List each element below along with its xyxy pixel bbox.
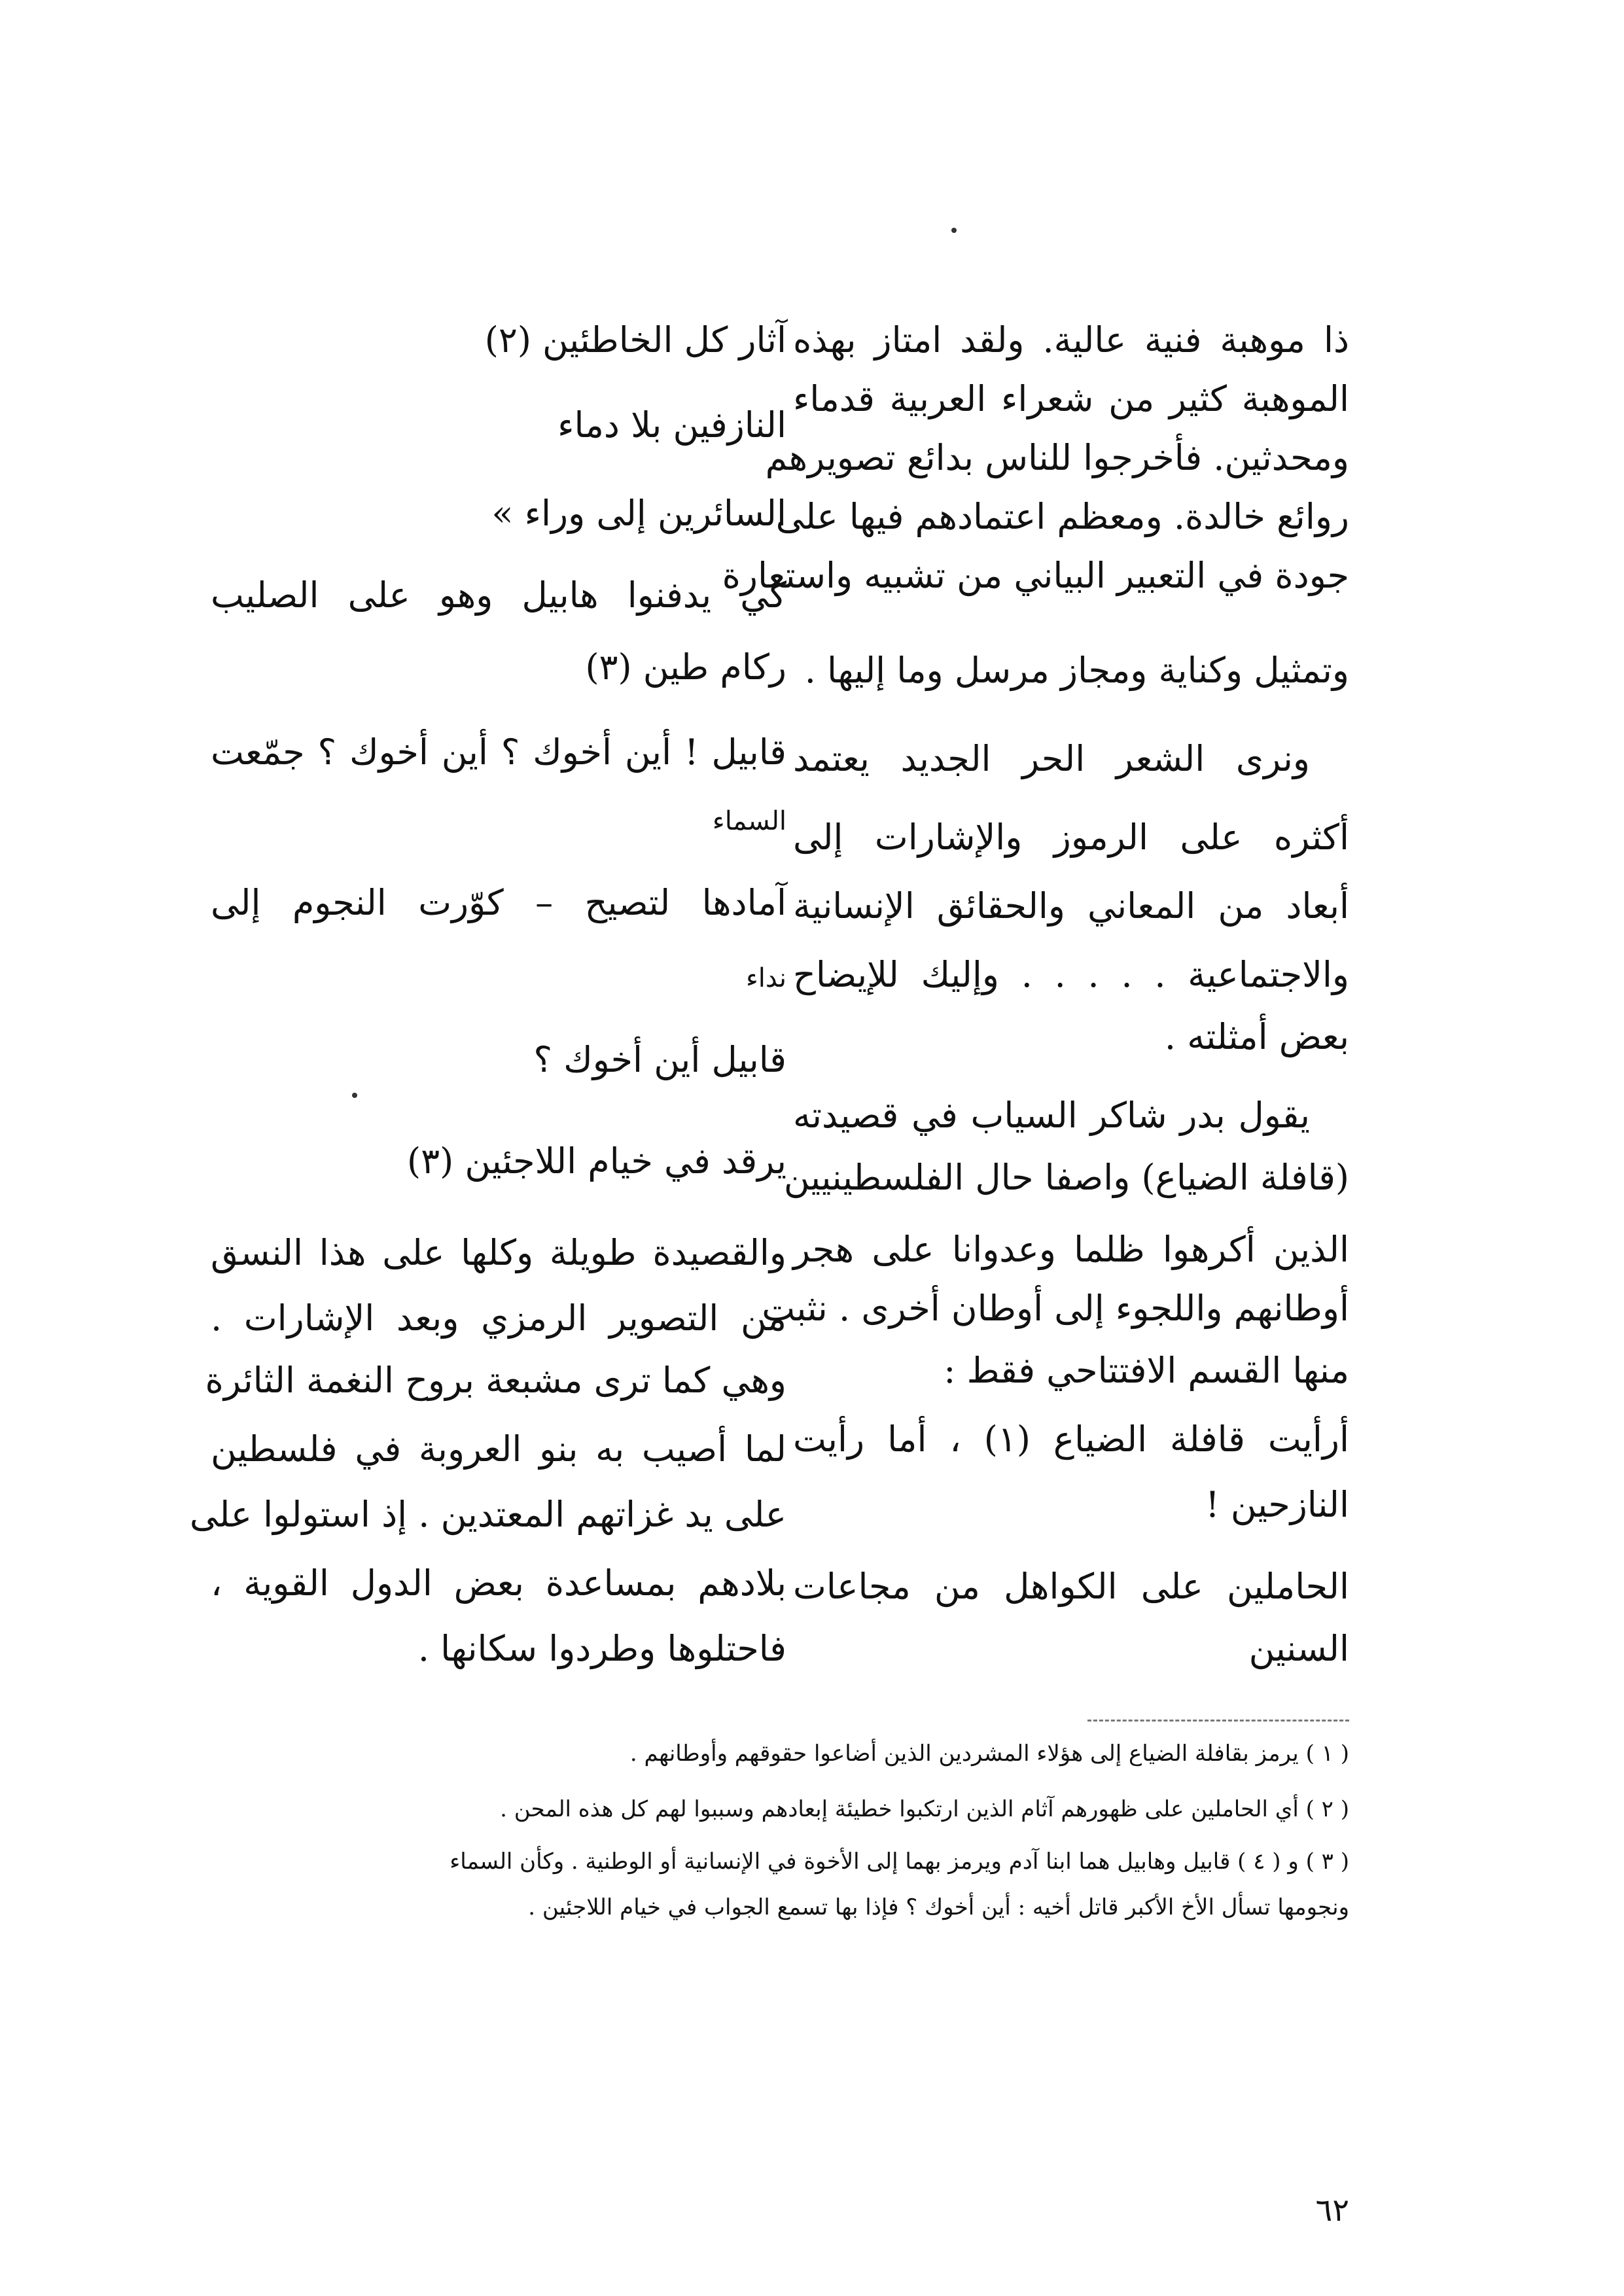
left-line-13: من التصوير الرمزي وبعد الإشارات . [211,1298,786,1339]
left-line-11: يرقد في خيام اللاجئين (٣) [407,1140,786,1182]
right-line-2: الموهبة كثير من شعراء العربية قدماء [793,378,1349,419]
footnote-2: ( ٢ ) أي الحاملين على ظهورهم آثام الذين ارتكبوا خطيئة إبعادهم وسببوا لهم كل هذه المحن . [500,1796,1349,1822]
left-line-15: لما أصيب به بنو العروبة في فلسطين [211,1428,786,1470]
right-line-20: السنين [1248,1628,1349,1669]
left-line-3: السائرين إلى وراء » [491,493,786,534]
left-line-14: وهي كما ترى مشبعة بروح النغمة الثائرة [205,1360,786,1401]
right-line-7: ونرى الشعر الحر الجديد يعتمد [793,738,1310,779]
left-line-4: كي يدفنوا هابيل وهو على الصليب [211,574,786,616]
left-line-7: السماء [712,806,786,836]
left-line-10: قابيل أين أخوك ؟ [533,1039,786,1080]
left-line-17: بلادهم بمساعدة بعض الدول القوية ، [211,1563,786,1604]
right-line-4: روائع خالدة. ومعظم اعتمادهم فيها على [775,496,1349,537]
right-line-3: ومحدثين. فأخرجوا للناس بدائع تصويرهم [765,437,1349,478]
right-line-18: النازحين ! [1205,1484,1349,1525]
left-line-18: فاحتلوها وطردوا سكانها . [417,1628,786,1669]
right-line-5: جودة في التعبير البياني من تشبيه واستعارة [722,555,1349,596]
right-line-17: أرأيت قافلة الضياع (١) ، أما رأيت [793,1419,1349,1460]
footnote-1: ( ١ ) يرمز بقافلة الضياع إلى هؤلاء المشردين الذين أضاعوا حقوقهم وأوطانهم . [629,1740,1349,1767]
right-line-14: الذين أكرهوا ظلما وعدوانا على هجر [793,1229,1349,1270]
right-line-15: أوطانهم واللجوء إلى أوطان أخرى . نثبت [762,1288,1349,1329]
left-line-8: آمادها لتصيح – كوّرت النجوم إلى [211,882,786,923]
footnote-rule [1087,1720,1349,1722]
page-number: ٦٢ [1315,2192,1349,2229]
footnote-3: ( ٣ ) و ( ٤ ) قابيل وهابيل هما ابنا آدم ويرمز بهما إلى الأخوة في الإنسانية أو الوطنية . وكأن السماء [450,1848,1349,1875]
right-line-12: يقول بدر شاكر السياب في قصيدته [793,1095,1310,1136]
right-line-10: والاجتماعية . . . . . وإليك للإيضاح [793,954,1349,995]
right-line-8: أكثره على الرموز والإشارات إلى [793,817,1349,858]
right-line-11: بعض أمثلته . [1164,1016,1349,1057]
right-line-1: ذا موهبة فنية عالية. ولقد امتاز بهذه [793,319,1349,361]
left-line-12: والقصيدة طويلة وكلها على هذا النسق [211,1232,786,1273]
right-line-16: منها القسم الافتتاحي فقط : [944,1350,1349,1391]
left-line-9: نداء [745,963,786,993]
footnote-4: ونجومها تسأل الأخ الأكبر قاتل أخيه : أين أخوك ؟ فإذا بها تسمع الجواب في خيام اللاجئين . [528,1894,1349,1920]
left-line-16: على يد غزاتهم المعتدين . إذ استولوا على [189,1494,786,1535]
left-line-2: النازفين بلا دماء [557,404,786,446]
speck [951,228,957,233]
left-line-5: ركام طين (٣) [585,646,786,688]
speck [352,1093,357,1098]
right-line-19: الحاملين على الكواهل من مجاعات [793,1566,1349,1607]
left-line-6: قابيل ! أين أخوك ؟ أين أخوك ؟ جمّعت [211,732,786,773]
left-line-1: آثار كل الخاطئين (٢) [484,319,786,361]
right-line-6: وتمثيل وكناية ومجاز مرسل وما إليها . [804,650,1349,691]
right-line-9: أبعاد من المعاني والحقائق الإنسانية [793,885,1349,927]
right-line-13: (قافلة الضياع) واصفا حال الفلسطينيين [783,1157,1349,1198]
